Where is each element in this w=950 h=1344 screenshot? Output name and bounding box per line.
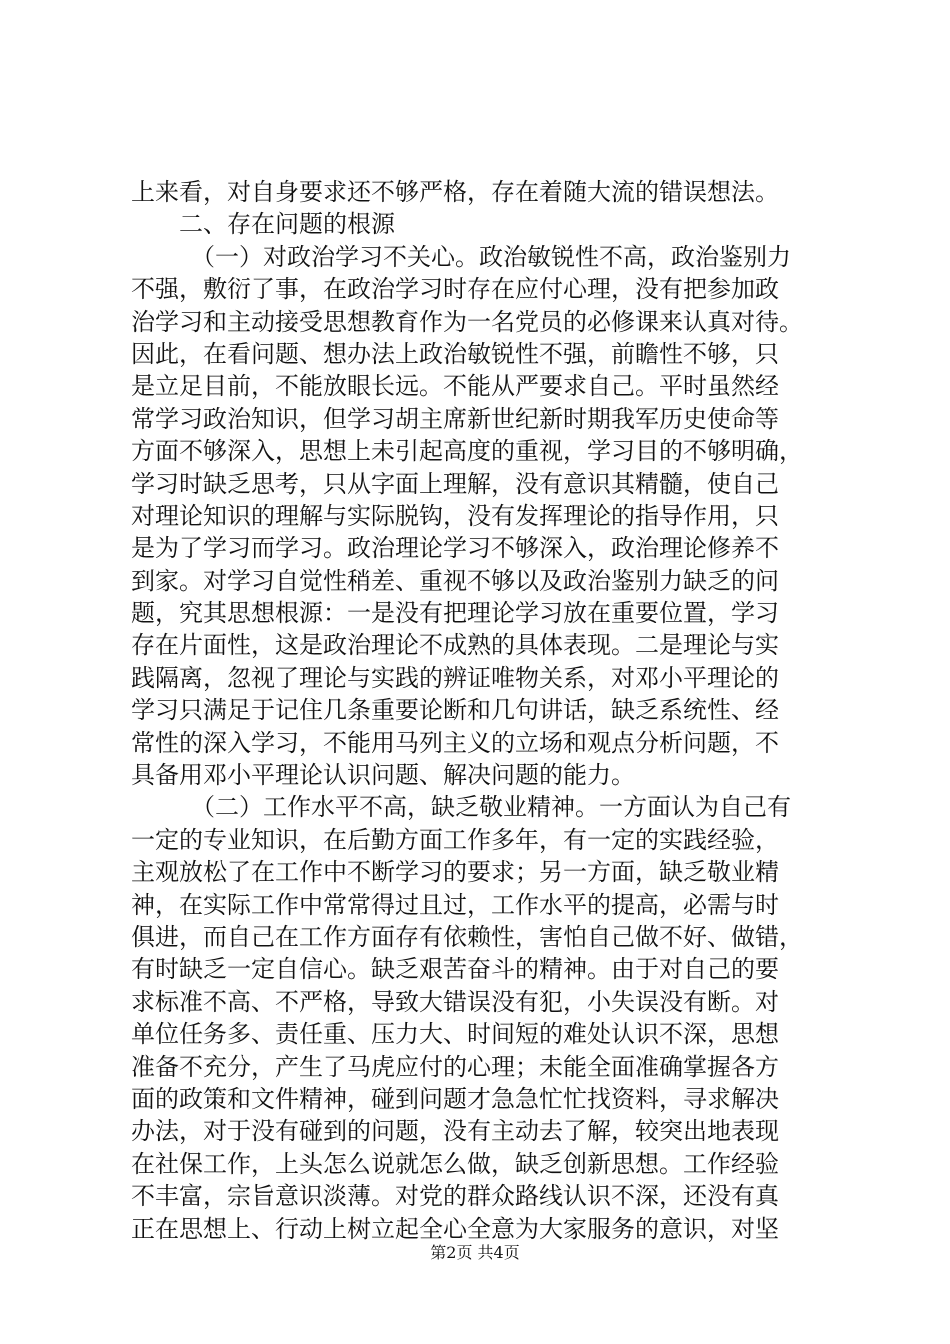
page-number-footer: 第2页 共4页 xyxy=(430,1243,520,1262)
paragraph-start: （一）对政治学习不关心。政治敏锐性不高，政治鉴别力 xyxy=(191,242,791,271)
text-line: 办法，对于没有碰到的问题，没有主动去了解，较突出地表现 xyxy=(131,1117,779,1146)
text-line: 因此，在看问题、想办法上政治敏锐性不强，前瞻性不够，只 xyxy=(131,339,779,368)
text-line: 常学习政治知识，但学习胡主席新世纪新时期我军历史使命等 xyxy=(131,404,779,433)
text-line: 俱进，而自己在工作方面存有依赖性，害怕自己做不好、做错， xyxy=(131,922,803,951)
text-line: 一定的专业知识，在后勤方面工作多年，有一定的实践经验， xyxy=(131,825,779,854)
text-line: 单位任务多、责任重、压力大、时间短的难处认识不深，思想 xyxy=(131,1020,779,1049)
text-line: 神，在实际工作中常常得过且过，工作水平的提高，必需与时 xyxy=(131,890,779,919)
text-line: 是为了学习而学习。政治理论学习不够深入，政治理论修养不 xyxy=(131,534,779,563)
text-line: 上来看，对自身要求还不够严格，存在着随大流的错误想法。 xyxy=(131,178,779,206)
text-line: 践隔离，忽视了理论与实践的辨证唯物关系，对邓小平理论的 xyxy=(131,663,779,692)
text-line: 对理论知识的理解与实际脱钩，没有发挥理论的指导作用，只 xyxy=(131,501,779,530)
text-line: 是立足目前，不能放眼长远。不能从严要求自己。平时虽然经 xyxy=(131,372,779,401)
text-line: 正在思想上、行动上树立起全心全意为大家服务的意识，对坚 xyxy=(131,1214,779,1243)
text-line: 面的政策和文件精神，碰到问题才急急忙忙找资料，寻求解决 xyxy=(131,1084,779,1113)
text-line: 求标准不高、不严格，导致大错误没有犯，小失误没有断。对 xyxy=(131,987,779,1016)
text-line: 具备用邓小平理论认识问题、解决问题的能力。 xyxy=(131,761,635,790)
text-line: 有时缺乏一定自信心。缺乏艰苦奋斗的精神。由于对自己的要 xyxy=(131,955,779,984)
text-line: 学习时缺乏思考，只从字面上理解，没有意识其精髓，使自己 xyxy=(131,469,779,498)
text-line: 到家。对学习自觉性稍差、重视不够以及政治鉴别力缺乏的问 xyxy=(131,566,779,595)
text-line: 存在片面性，这是政治理论不成熟的具体表现。二是理论与实 xyxy=(131,631,779,660)
text-line: 准备不充分，产生了马虎应付的心理；未能全面准确掌握各方 xyxy=(131,1052,779,1081)
section-heading: 二、存在问题的根源 xyxy=(179,210,395,239)
text-line: 方面不够深入，思想上未引起高度的重视，学习目的不够明确， xyxy=(131,437,803,466)
text-line: 常性的深入学习，不能用马列主义的立场和观点分析问题，不 xyxy=(131,728,779,757)
text-line: 治学习和主动接受思想教育作为一名党员的必修课来认真对待。 xyxy=(131,307,803,336)
text-line: 学习只满足于记住几条重要论断和几句讲话，缺乏系统性、经 xyxy=(131,696,779,725)
text-line: 主观放松了在工作中不断学习的要求；另一方面，缺乏敬业精 xyxy=(131,858,779,887)
paragraph-start: （二）工作水平不高，缺乏敬业精神。一方面认为自己有 xyxy=(191,793,791,822)
text-line: 不强，敷衍了事，在政治学习时存在应付心理，没有把参加政 xyxy=(131,275,779,304)
text-line: 题，究其思想根源：一是没有把理论学习放在重要位置，学习 xyxy=(131,599,779,628)
text-line: 在社保工作，上头怎么说就怎么做，缺乏创新思想。工作经验 xyxy=(131,1149,779,1178)
document-body xyxy=(131,176,853,1245)
text-line: 不丰富，宗旨意识淡薄。对党的群众路线认识不深，还没有真 xyxy=(131,1182,779,1211)
